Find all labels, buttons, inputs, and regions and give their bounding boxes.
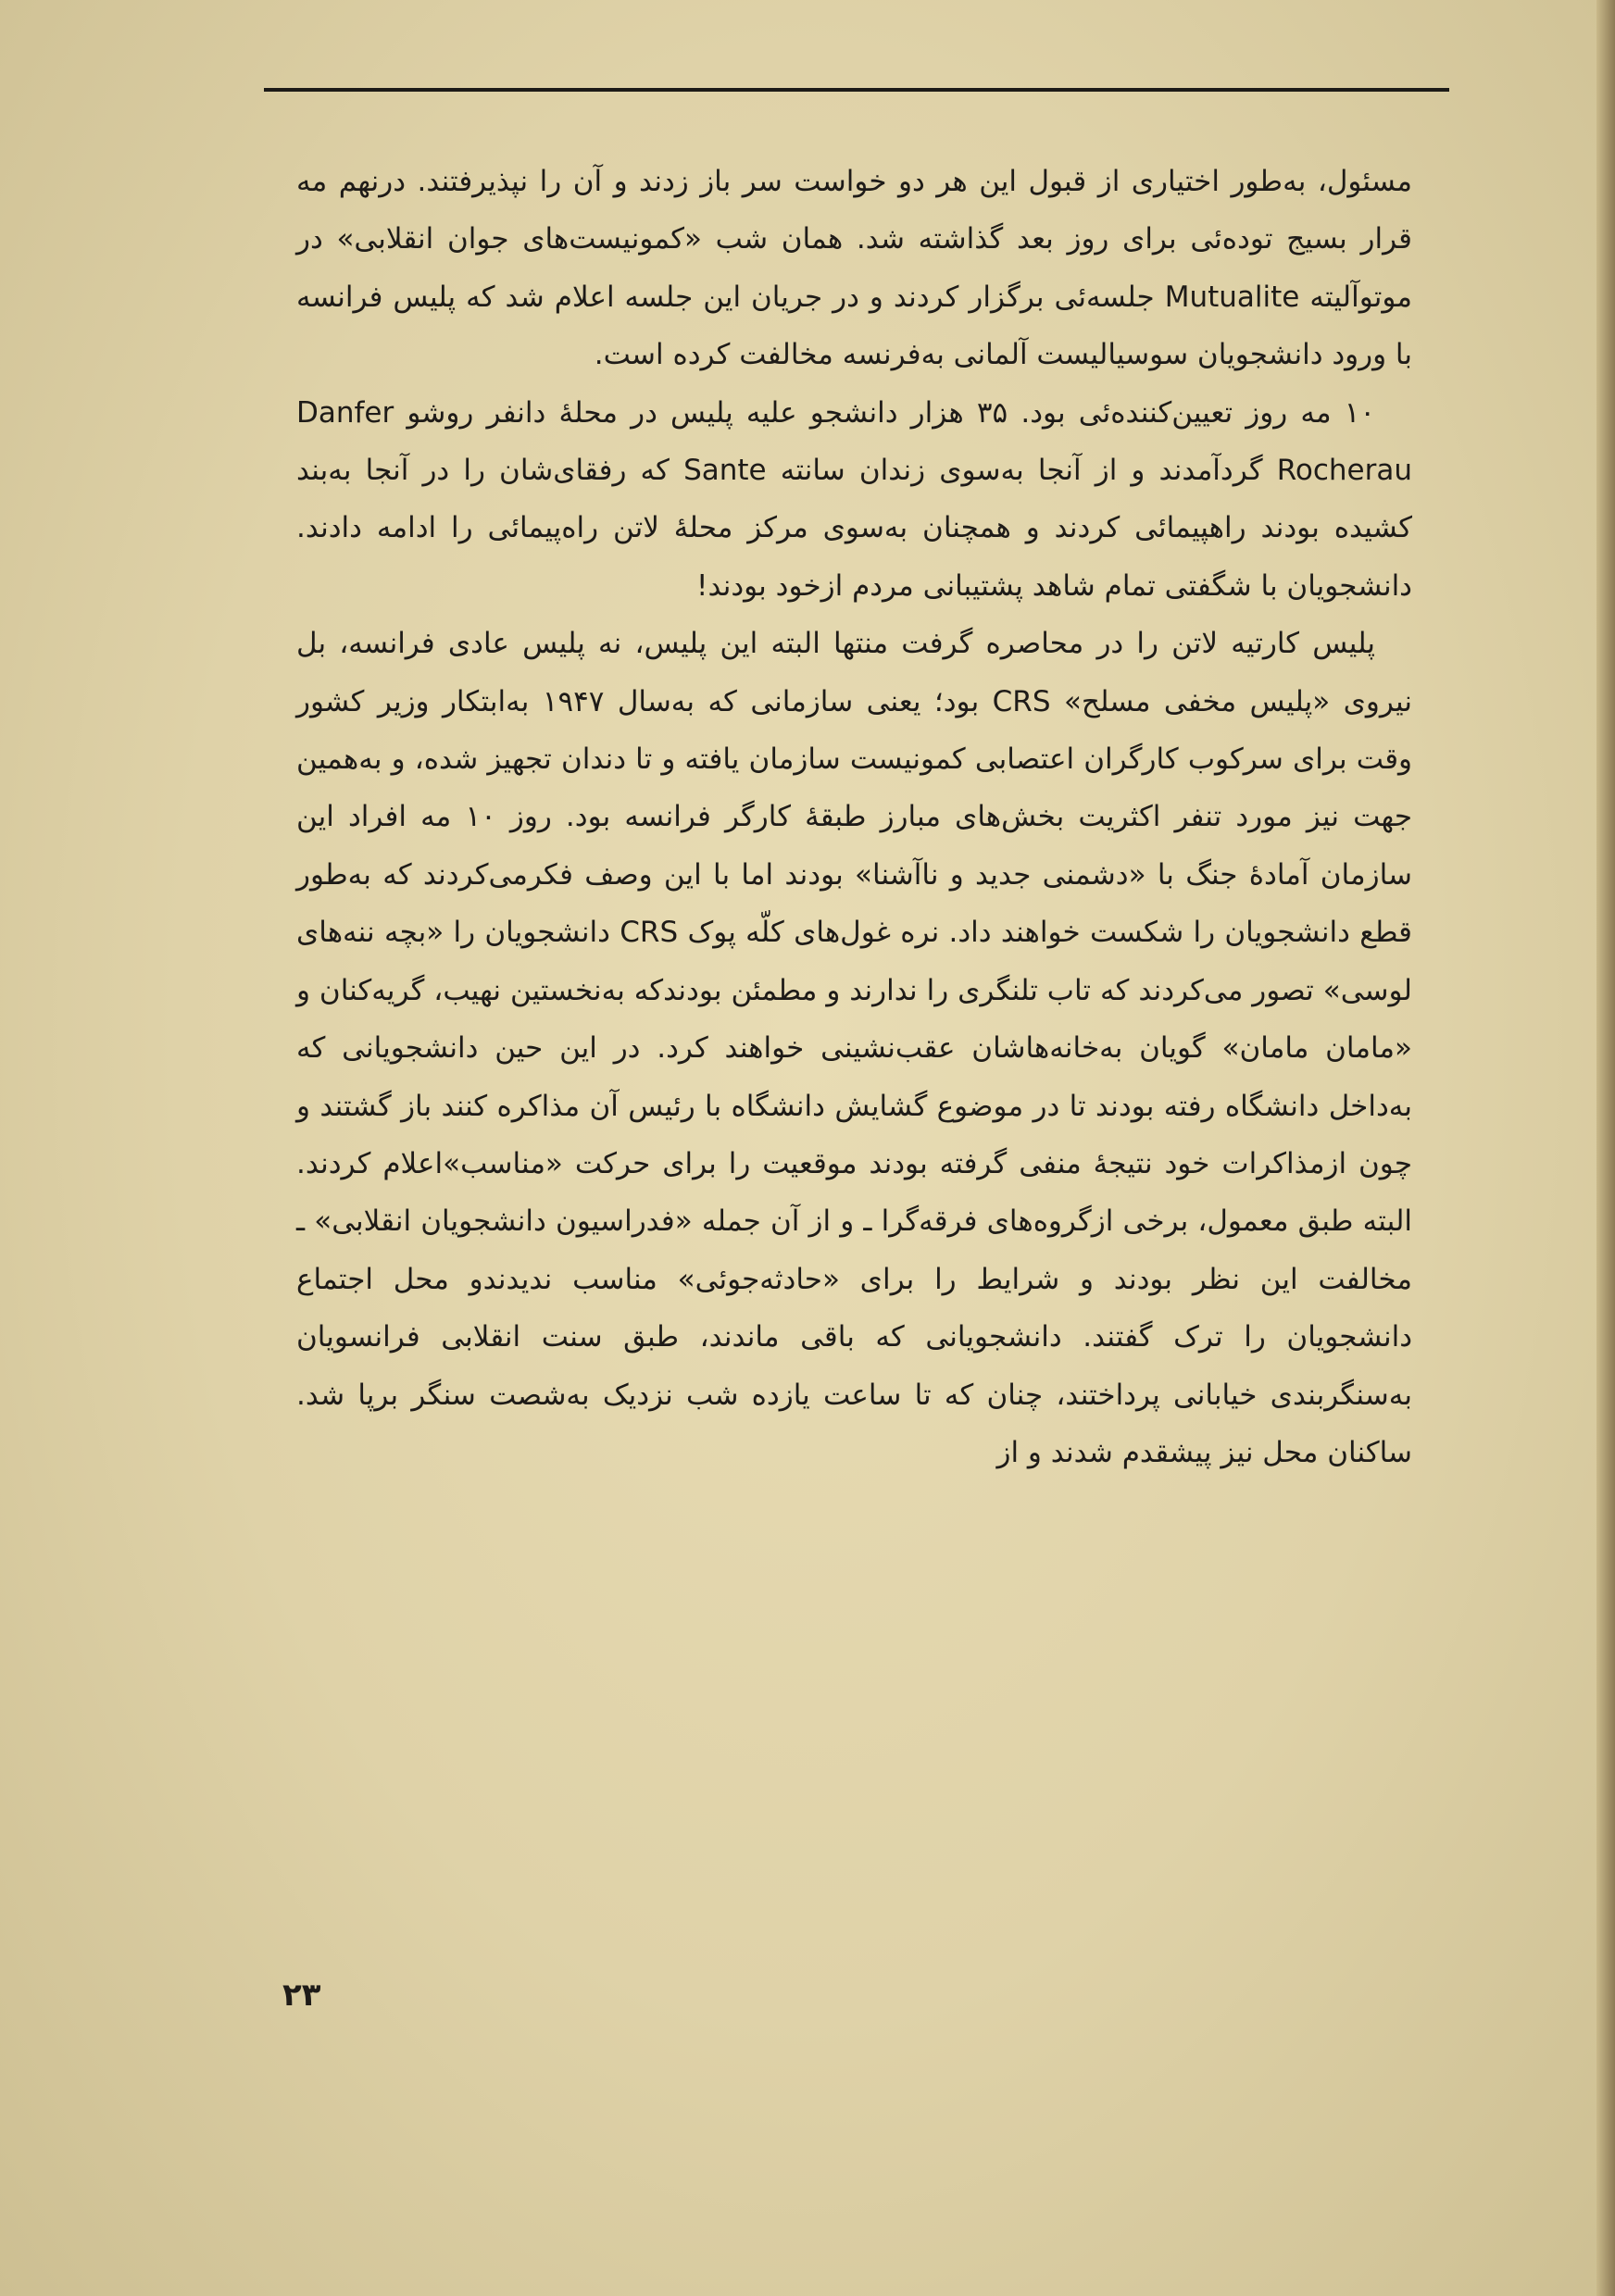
body-text — [296, 153, 1412, 1481]
header-rule — [264, 88, 1449, 92]
page-number: ۲۳ — [282, 1977, 321, 2014]
paragraph-3: پلیس کارتیه لاتن را در محاصره گرفت منتها البته این پلیس، نه پلیس عادی فرانسه، بل نیروی «پلیس مخفی مسلح» CRS بود؛ یعنی سازمانی که به‌سال ۱۹۴۷ به‌ابتکار وزیر کشور وقت برای سرکوب کارگران اعتصابی کمونیست سازمان یافته و تا دندان تجهیز شده، و به‌همین جهت نیز مورد تنفر اکثریت بخش‌های مبارز طبقهٔ کارگر فرانسه بود. روز ۱۰ مه افراد این سازمان آمادهٔ جنگ با «دشمنی جدید و ناآشنا» بودند اما با این وصف فکرمی‌کردند که به‌طور قطع دانشجویان را شکست خواهند داد. نره غول‌های کلّه پوک CRS دانشجویان را «بچه ننه‌های لوسی» تصور می‌کردند که تاب تلنگری را ندارند و مطمئن بودندکه به‌نخستین نهیب، گریه‌کنان و «ماما‌ن ماما‌ن» گویان به‌خانه‌هاشان عقب‌نشینی خواهند کرد. در این حین دانشجویانی که به‌داخل دانشگاه رفته بودند تا در موضوع گشایش دانشگاه با رئیس آن مذاکره کنند باز گشتند و چون ازمذاکرات خود نتیجهٔ منفی گرفته بودند موقعیت را برای حرکت «مناسب»اعلام کردند. البته طبق معمول، برخی ازگروه‌های فرقه‌گرا ـ و از آن جمله «فدراسیون دانشجویان انقلابی» ـ مخالفت این نظر بودند و شرایط را برای «حادثه‌جوئی» مناسب ندیدندو محل اجتماع دانشجویان را ترک گفتند. دانشجویانی که باقی ماندند، طبق سنت انقلابی فرانسویان به‌سنگربندی خیابانی پرداختند، چنان که تا ساعت یازده شب نزدیک به‌شصت سنگر برپا شد. ساکنان محل نیز پیشقدم شدند و از — [296, 627, 1412, 1469]
paragraph-1: مسئول، به‌طور اختیاری از قبول این هر دو خواست سر باز زدند و آن را نپذیرفتند. درنهم مه قرار بسیج توده‌ئی برای روز بعد گذاشته شد. همان شب «کمونیست‌های جوان انقلابی» در موتوآلیته Mutualite جلسه‌ئی برگزار کردند و در جریان این جلسه اعلام شد که پلیس فرانسه با ورود دانشجویان سوسیالیست آلمانی به‌فرنسه مخالفت کرده است. — [296, 165, 1412, 372]
page-edge — [1596, 0, 1615, 2296]
paragraph-2: ۱۰ مه روز تعیین‌کننده‌ئی بود. ۳۵ هزار دانشجو علیه پلیس در محلهٔ دانفر روشو Danfer Rocherau گردآمدند و از آنجا به‌سوی زندان سانته Sante که رفقای‌شان را در آنجا به‌بند کشیده بودند راهپیمائی کردند و همچنان به‌سوی مرکز محلهٔ لاتن راه‌پیمائی را ادامه دادند. دانشجویان با شگفتی تمام شاهد پشتیبانی مردم ازخود بودند! — [296, 395, 1412, 603]
